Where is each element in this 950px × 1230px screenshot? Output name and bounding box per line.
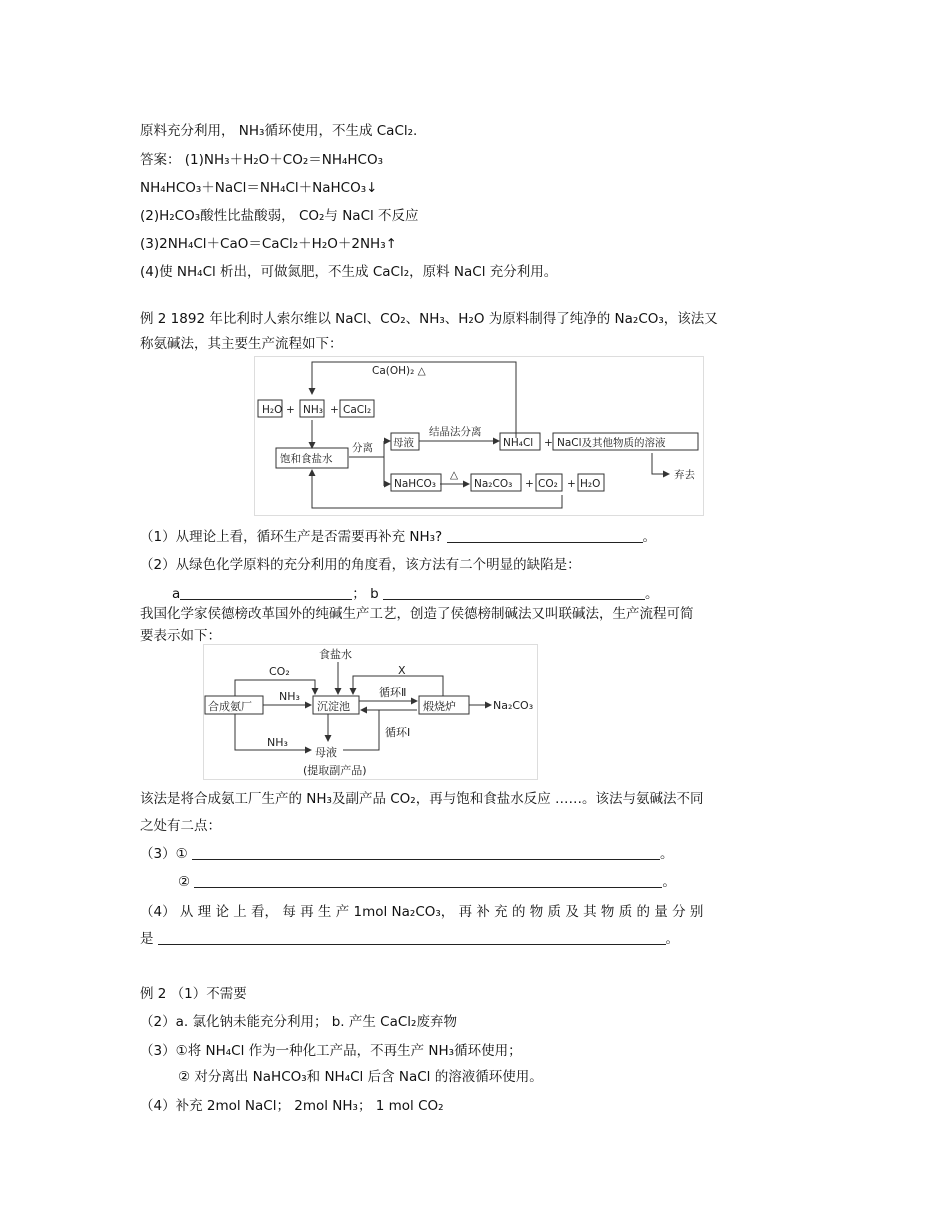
answer-line-3b: ② 对分离出 NaHCO₃和 NH₄Cl 后含 NaCl 的溶液循环使用。: [178, 1069, 543, 1085]
plus-4: +: [525, 478, 534, 490]
cycle-1-label: 循环Ⅰ: [385, 726, 411, 739]
plus-5: +: [567, 478, 576, 490]
mother-liquor-label: 母液: [315, 746, 337, 759]
answer-line-1: 例 2 （1）不需要: [140, 986, 247, 1002]
salt-water-label: 食盐水: [319, 648, 352, 661]
answer-line-3: （3）①将 NH₄Cl 作为一种化工产品，不再生产 NH₃循环使用；: [140, 1043, 522, 1059]
h2o-box: H₂O: [262, 404, 283, 416]
question-4-line-2: 是 。: [140, 931, 679, 947]
hou-description-2: 之处有二点：: [140, 818, 221, 834]
discard-label: 弃去: [674, 469, 695, 481]
answer-blank-1[interactable]: [447, 528, 643, 543]
question-3-part-2: ② 。: [178, 874, 676, 890]
caoh2-label: Ca(OH)₂ △: [372, 365, 426, 377]
plus-3: +: [544, 437, 553, 449]
answer-blank-2b[interactable]: [383, 585, 645, 600]
co2-label: CO₂: [269, 665, 290, 678]
crystallization-label: 结晶法分离: [429, 426, 482, 438]
hou-intro-2: 要表示如下：: [140, 628, 221, 644]
nh4cl-box: NH₄Cl: [503, 437, 534, 449]
na2co3-box: Na₂CO₃: [474, 478, 513, 490]
separate-label: 分离: [352, 442, 373, 454]
byproduct-label: (提取副产品): [303, 764, 367, 777]
hou-process-flow-diagram: [203, 644, 538, 780]
nh3-label-bottom: NH₃: [267, 736, 288, 749]
question-2-blanks: a ； b 。: [172, 586, 659, 602]
answer-blank-2a[interactable]: [180, 585, 352, 600]
example2-line-2: 称氨碱法，其主要生产流程如下：: [140, 336, 343, 352]
question-1: （1）从理论上看，循环生产是否需要再补充 NH₃? 。: [140, 529, 657, 545]
question-3-part-1: （3）① 。: [140, 846, 674, 862]
cycle-2-label: 循环Ⅱ: [379, 686, 407, 699]
nahco3-box: NaHCO₃: [394, 478, 436, 490]
answer-line-2: （2）a. 氯化钠未能充分利用； b. 产生 CaCl₂废弃物: [140, 1014, 457, 1030]
ammonia-plant-box: 合成氨厂: [208, 700, 252, 713]
intro-line-4: (2)H₂CO₃酸性比盐酸弱， CO₂与 NaCl 不反应: [140, 208, 419, 224]
intro-line-2: 答案： (1)NH₃＋H₂O＋CO₂＝NH₄HCO₃: [140, 152, 384, 168]
plus-2: +: [330, 404, 339, 416]
intro-line-6: (4)使 NH₄Cl 析出，可做氮肥，不生成 CaCl₂，原料 NaCl 充分利用。: [140, 264, 558, 280]
x-label: X: [398, 664, 406, 677]
answer-line-4: （4）补充 2mol NaCl； 2mol NH₃； 1 mol CO₂: [140, 1098, 444, 1114]
na2co3-label: Na₂CO₃: [493, 699, 534, 712]
cacl2-box: CaCl₂: [343, 404, 372, 416]
intro-line-1: 原料充分利用， NH₃循环使用，不生成 CaCl₂.: [140, 123, 418, 139]
co2-box: CO₂: [538, 478, 558, 490]
settling-tank-box: 沉淀池: [317, 700, 350, 713]
plus-1: +: [286, 404, 295, 416]
answer-blank-3b[interactable]: [194, 873, 662, 888]
hou-intro-1: 我国化学家侯德榜改革国外的纯碱生产工艺，创造了侯德榜制碱法又叫联碱法，生产流程可简: [140, 606, 694, 622]
answer-blank-3a[interactable]: [192, 845, 660, 860]
nh3-label-top: NH₃: [279, 690, 300, 703]
nacl-solution-box: NaCl及其他物质的溶液: [557, 437, 666, 449]
intro-line-3: NH₄HCO₃＋NaCl＝NH₄Cl＋NaHCO₃↓: [140, 180, 378, 196]
nh3-box: NH₃: [303, 404, 323, 416]
question-2: （2）从绿色化学原料的充分利用的角度看，该方法有二个明显的缺陷是：: [140, 557, 581, 573]
hou-description-1: 该法是将合成氨工厂生产的 NH₃及副产品 CO₂，再与饱和食盐水反应 ……。该法与氨碱法不同: [140, 791, 704, 807]
brine-box: 饱和食盐水: [280, 453, 333, 465]
intro-line-5: (3)2NH₄Cl＋CaO＝CaCl₂＋H₂O＋2NH₃↑: [140, 236, 397, 252]
h2o-box-2: H₂O: [580, 478, 601, 490]
calciner-box: 煅烧炉: [423, 700, 456, 713]
answer-blank-4[interactable]: [158, 930, 666, 945]
heat-label: △: [450, 469, 459, 481]
mother-liquor-box: 母液: [393, 437, 414, 449]
example2-line-1: 例 2 1892 年比利时人索尔维以 NaCl、CO₂、NH₃、H₂O 为原料制得了纯净的 Na₂CO₃，该法又: [140, 311, 718, 327]
question-4-line-1: （4） 从 理 论 上 看， 每 再 生 产 1mol Na₂CO₃， 再 补 充 的 物 质 及 其 物 质 的 量 分 别: [140, 904, 704, 920]
ammonia-soda-flow-diagram: [254, 356, 704, 516]
